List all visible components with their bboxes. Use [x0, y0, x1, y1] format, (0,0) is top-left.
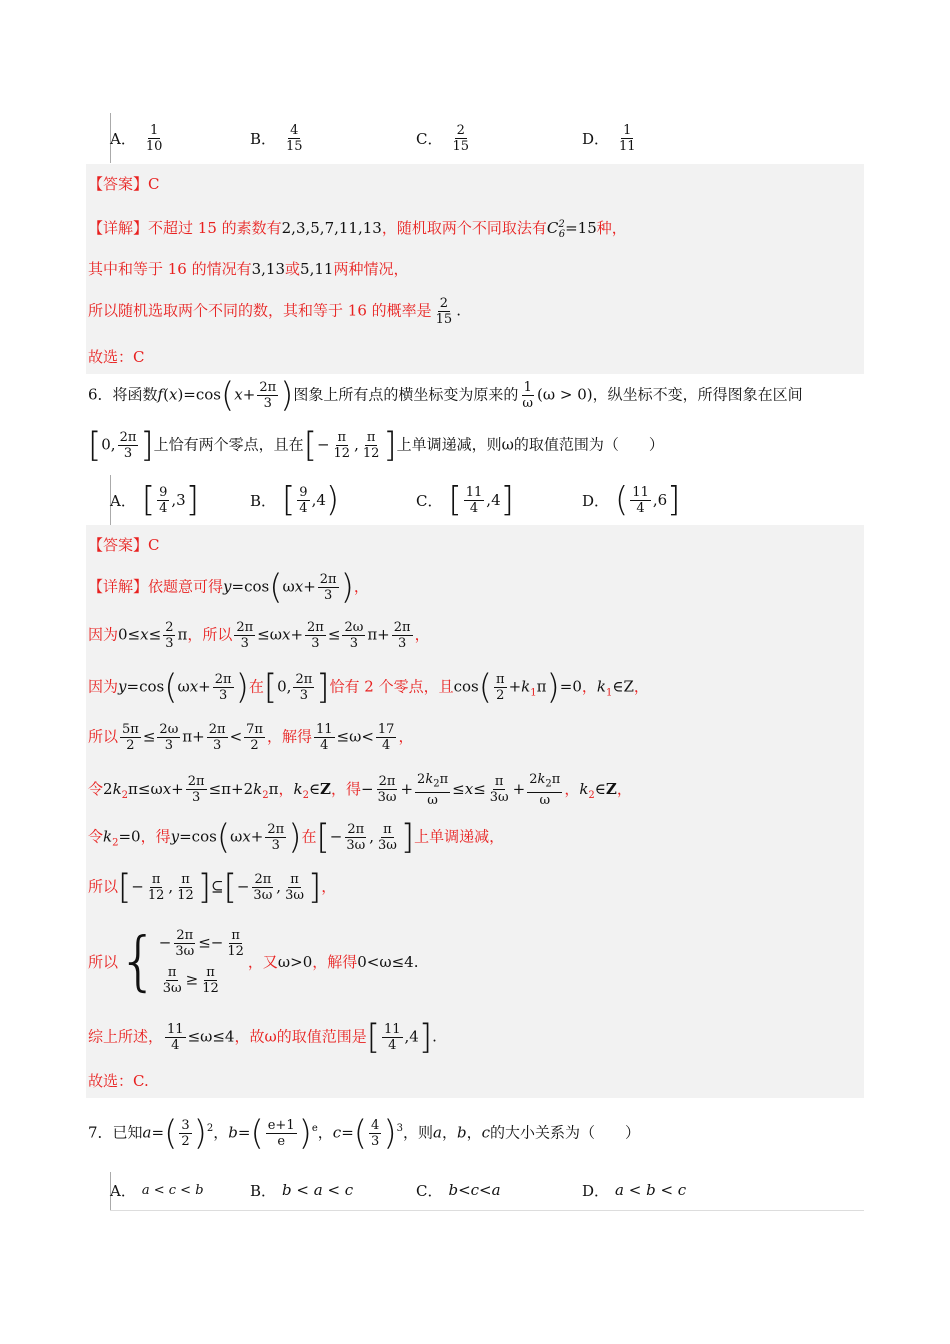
- q7-option-c[interactable]: C． b<c<a: [416, 1181, 501, 1200]
- q6-detail-line-9: 综上所述， $\frac{11}{4}$ ≤ω≤4，故ω的取值范围是[ $\frac{11}{4}$ ,4].: [88, 1017, 437, 1058]
- q6-detail-line-4: 所以 $\frac{5\pi}{2}$ ≤ $\frac{2\omega}{3}$ π+ $\frac{2\pi}{3}$ < $\frac{7\pi}{2}$ ，解得 $\frac{11}{4}$ ≤ω< $\frac{17}{4}$ ，: [88, 722, 414, 753]
- q6-answer: 【答案】C: [88, 536, 160, 554]
- q5-detail-line-2: 其中和等于 16 的情况有3,13或5,11两种情况，: [88, 260, 409, 278]
- q5-option-b[interactable]: B． $\frac{4}{15}$: [250, 122, 303, 154]
- q7-option-b[interactable]: B． b < a < c: [250, 1181, 354, 1200]
- q6-detail-line-6: 令$k_2=0$，得y=cos(ωx+ $\frac{2\pi}{3}$ )在[− $\frac{2\pi}{3\omega}$ , $\frac{\pi}{3\omega}$ ]上单调递减，: [88, 817, 505, 858]
- q6-detail-line-8: 所以 { − $\frac{2\pi}{3\omega}$ ≤− $\frac{\pi}{12}$ $\frac{\pi}{3\omega}$ ≥ $\frac{\pi}{12}$ ，又 ω>0 ，解得 0<ω≤4.: [88, 925, 419, 999]
- q6-options: [110, 475, 864, 525]
- q5-option-d[interactable]: D． $\frac{1}{11}$: [582, 122, 636, 154]
- q5-option-c[interactable]: C． $\frac{2}{15}$: [416, 122, 470, 154]
- q6-detail-line-3: 因为y=cos(ωx+ $\frac{2\pi}{3}$ )在[0, $\frac{2\pi}{3}$ ]恰有 2 个零点，且cos( $\frac{\pi}{2}$ $+k_1\pi)=0$，$k_1\in Z$，: [88, 667, 649, 708]
- q6-stem-line-2: [0, $\frac{2\pi}{3}$ ]上恰有两个零点，且在[− $\frac{\pi}{12}$ , $\frac{\pi}{12}$ ]上单调递减，则ω的取值范围为（ ）: [88, 425, 664, 466]
- q6-option-c[interactable]: C． [ $\frac{11}{4}$ ,4 ]: [416, 480, 514, 520]
- q6-detail-line-5: 令$2k_2\pi\le\omega x+$ $\frac{2\pi}{3}$ $\le\pi+2k_2\pi$，$k_2\in Z$，得− $\frac{2\pi}{3\omega}$ + $\frac{2k_2\pi}{\omega}$ ≤x≤ $\frac{\pi}{3\omega}$ + $\frac{2k_2\pi}{\omega}$ ，$k_2\in Z$，: [88, 772, 632, 808]
- q7-options: [110, 1168, 864, 1212]
- options-bottom-rule: [110, 1210, 864, 1211]
- q7-option-d[interactable]: D． a < b < c: [582, 1181, 687, 1200]
- q7-stem: 7．已知a=( $\frac{3}{2}$ )$^2$，b=( $\frac{e+1}{e}$ )$^e$，c=( $\frac{4}{3}$ )$^3$，则a，b，c的大小关系为（ ）: [88, 1113, 640, 1154]
- q6-stem-line-1: 6．将函数f(x)=cos(x+ $\frac{2\pi}{3}$ )图象上所有点的横坐标变为原来的 $\frac{1}{\omega}$ (ω > 0)，纵坐标不变，所得图象在区间: [88, 375, 803, 416]
- q5-options: [110, 113, 864, 163]
- q6-detail-line-2: 因为0≤x≤ $\frac{2}{3}$ π，所以 $\frac{2\pi}{3}$ ≤ωx+ $\frac{2\pi}{3}$ ≤ $\frac{2\omega}{3}$ π+ $\frac{2\pi}{3}$ ，: [88, 620, 430, 651]
- q6-solution-panel: [86, 525, 864, 1098]
- q7-option-a[interactable]: A． a < c < b: [110, 1181, 204, 1200]
- q5-option-a[interactable]: A． $\frac{1}{10}$: [110, 122, 163, 154]
- q6-option-b[interactable]: B． [ $\frac{9}{4}$ ,4 ): [250, 480, 340, 520]
- q6-option-d[interactable]: D． ( $\frac{11}{4}$ ,6 ]: [582, 480, 681, 520]
- q6-option-a[interactable]: A． [ $\frac{9}{4}$ ,3 ]: [110, 480, 199, 520]
- q6-conclusion: 故选：C.: [88, 1072, 149, 1090]
- q6-detail-line-7: 所以[− $\frac{\pi}{12}$ , $\frac{\pi}{12}$ ]⊆[− $\frac{2\pi}{3\omega}$ , $\frac{\pi}{3\omega}$ ]，: [88, 867, 337, 908]
- q5-detail-line-1: 【详解】不超过 15 的素数有2,3,5,7,11,13，随机取两个不同取法有$C^2_6=15$种，: [88, 219, 627, 240]
- q5-answer: 【答案】C: [88, 175, 160, 193]
- q6-detail-line-1: 【详解】依题意可得y=cos(ωx+ $\frac{2\pi}{3}$ )，: [88, 567, 369, 608]
- q5-detail-line-3: 所以随机选取两个不同的数，其和等于 16 的概率是 $\frac{2}{15}$ .: [88, 296, 461, 327]
- q5-conclusion: 故选：C: [88, 348, 145, 366]
